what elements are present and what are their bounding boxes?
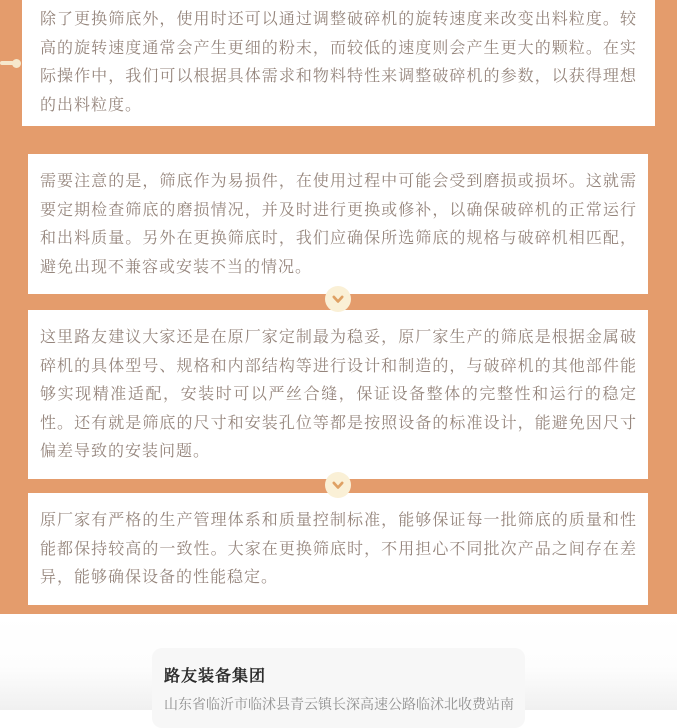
scroll-indicator-icon [0, 57, 22, 69]
paragraph-card [28, 154, 648, 294]
company-info-card[interactable] [152, 648, 525, 728]
paragraph-card [22, 0, 655, 126]
paragraph-text: 除了更换筛底外，使用时还可以通过调整破碎机的旋转速度来改变出料粒度。较高的旋转速度通常会产生更细的粉末，而较低的速度则会产生更大的颗粒。在实际操作中，我们可以根据具体需求和物料特性来调整破碎机的参数，以获得理想的出料粒度。 [40, 11, 637, 114]
company-name: 路友装备集团 [164, 668, 267, 685]
chevron-down-icon [328, 289, 348, 309]
chevron-down-icon [328, 475, 348, 495]
page-footer [0, 614, 677, 710]
scroll-indicator-dot [12, 59, 21, 68]
paragraph-text: 这里路友建议大家还是在原厂家定制最为稳妥，原厂家生产的筛底是根据金属破碎机的具体型号、规格和内部结构等进行设计和制造的，与破碎机的其他部件能够实现精准适配，安装时可以严丝合缝，保证设备整体的完整性和运行的稳定性。还有就是筛底的尺寸和安装孔位等都是按照设备的标准设计，能避免因尺寸偏差导致的安装问题。 [40, 329, 637, 460]
paragraph-card [28, 310, 648, 479]
company-address: 山东省临沂市临沭县青云镇长深高速公路临沭北收费站南 [164, 696, 514, 712]
paragraph-text: 原厂家有严格的生产管理体系和质量控制标准，能够保证每一批筛底的质量和性能都保持较高的一致性。大家在更换筛底时，不用担心不同批次产品之间存在差异，能够确保设备的性能稳定。 [40, 512, 637, 586]
section-divider [325, 286, 351, 312]
paragraph-card [28, 493, 648, 605]
section-divider [325, 472, 351, 498]
paragraph-text: 需要注意的是，筛底作为易损件，在使用过程中可能会受到磨损或损坏。这就需要定期检查筛底的磨损情况，并及时进行更换或修补，以确保破碎机的正常运行和出料质量。另外在更换筛底时，我们应确保所选筛底的规格与破碎机相匹配，避免出现不兼容或安装不当的情况。 [40, 173, 637, 276]
